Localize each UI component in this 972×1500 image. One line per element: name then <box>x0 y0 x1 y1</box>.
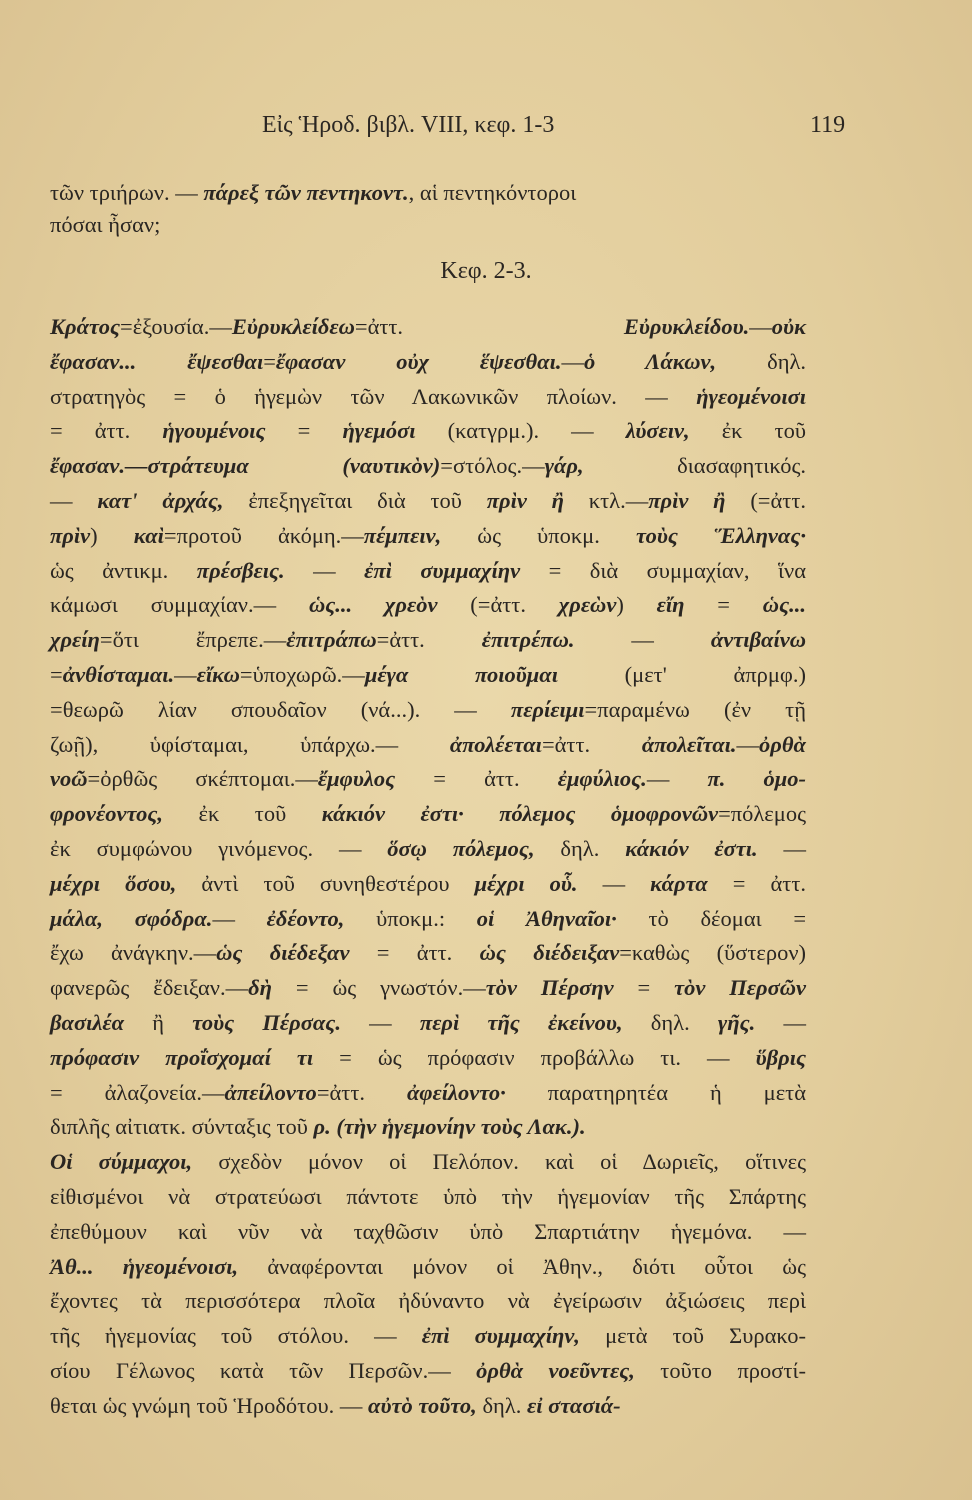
gloss-text: δηλ. <box>716 348 806 374</box>
gloss-text: = <box>50 662 63 687</box>
gloss-text: =ὀρθῶς σκέπτομαι.— <box>87 766 318 792</box>
lemma-text: εἰ στασιά- <box>526 1392 621 1418</box>
running-title: Εἰς Ἡροδ. βιβλ. VIII, κεφ. 1-3 <box>262 112 555 138</box>
lemma-text: δὴ <box>248 975 272 1001</box>
lemma-text: ἀπείλοντο <box>224 1079 317 1105</box>
gloss-text: ὡς ὑποκμ. <box>441 522 636 548</box>
lemma-text: ἐπὶ συμμαχίην, <box>421 1323 580 1349</box>
gloss-text: — <box>212 905 267 931</box>
text-line <box>50 1286 806 1316</box>
lemma-text: τοὺς Πέρσας. <box>192 1010 341 1035</box>
lemma-text: βασιλέα <box>50 1010 125 1035</box>
lemma-text: φρονέοντος, <box>50 801 164 827</box>
gloss-text: σχεδὸν μόνον οἱ Πελόπον. καὶ οἱ Δωριεῖς, οἵτινες <box>192 1149 807 1175</box>
lemma-text: χρεὼν <box>558 592 617 618</box>
lemma-text: πέμπειν, <box>363 522 442 548</box>
gloss-text: ἀντὶ τοῦ συνηθεστέρου <box>176 870 475 896</box>
text-line <box>50 1252 806 1282</box>
lemma-text: ὡς διέδειξαν <box>479 940 620 966</box>
gloss-text: εἰθισμένοι νὰ στρατεύωσι πάντοτε ὑπὸ τὴν ἡγεμονίαν τῆς Σπάρτης <box>50 1184 806 1209</box>
gloss-text: — <box>577 870 651 896</box>
text-line <box>50 486 806 516</box>
lemma-text: κάκιόν ἐστι· <box>321 801 464 827</box>
gloss-text: =πόλεμος <box>718 801 806 827</box>
gloss-text: ὑποκμ.: <box>344 905 477 931</box>
lemma-text: μέχρι οὗ. <box>474 870 578 896</box>
text-line <box>50 1182 806 1212</box>
gloss-text: ἢ <box>124 1010 193 1035</box>
text-line <box>50 695 806 725</box>
gloss-text: = ὡς γνωστόν.— <box>271 975 486 1001</box>
lemma-text: καὶ <box>133 522 164 548</box>
lemma-text: Εὐρυκλείδεω <box>231 314 355 339</box>
lemma-text: ὕβρις <box>755 1044 806 1070</box>
lemma-text: π. ὁμο- <box>707 766 807 792</box>
text-line <box>50 869 806 899</box>
gloss-text: = ἀλαζονεία.— <box>50 1079 225 1105</box>
gloss-text: = ἀττ. <box>707 870 806 896</box>
gloss-text: δηλ. <box>534 836 626 861</box>
lemma-text: κάκιόν ἐστι. <box>625 836 758 861</box>
gloss-text: =ἀττ. <box>541 731 642 757</box>
text-line <box>50 1008 806 1038</box>
lemma-text: μέχρι ὅσου, <box>50 870 177 896</box>
gloss-text: σίου Γέλωνος κατὰ τῶν Περσῶν.— <box>50 1358 477 1383</box>
gloss-text: ) <box>616 592 657 618</box>
lemma-text: οὐκ <box>771 314 806 339</box>
gloss-text: (=ἀττ. <box>437 592 559 618</box>
gloss-text: (κατγρμ.). — <box>415 418 626 444</box>
lemma-text: ὀρθὰ <box>759 731 806 757</box>
text-line <box>50 178 806 208</box>
text-line <box>50 347 806 377</box>
gloss-text: ἔχοντες τὰ περισσότερα πλοῖα ἠδύναντο νὰ ἐγείρωσιν ἀξιώσεις περὶ <box>50 1288 806 1314</box>
gloss-text: =ἐξουσία.— <box>120 314 232 339</box>
lemma-text: ἀπολεῖται. <box>641 731 737 757</box>
gloss-text: (=ἀττ. <box>725 488 806 513</box>
lemma-text: ὁ Λάκων, <box>584 348 717 374</box>
gloss-text: = <box>613 975 675 1001</box>
lemma-text: Οἱ σύμμαχοι, <box>50 1149 193 1175</box>
gloss-text: δηλ. <box>622 1010 718 1035</box>
lemma-text: νοῶ <box>50 766 88 792</box>
text-line <box>50 312 806 342</box>
gloss-text: — <box>749 314 772 339</box>
text-line <box>50 1078 806 1108</box>
lemma-text: αὐτὸ τοῦτο, <box>368 1392 477 1418</box>
gloss-text: μετὰ τοῦ Συρακο- <box>579 1323 806 1349</box>
gloss-text: (μετ' ἀπρμφ.) <box>558 662 806 687</box>
gloss-text: = <box>265 418 343 444</box>
gloss-text: =προτοῦ ἀκόμη.— <box>163 522 364 548</box>
gloss-text: — <box>340 1010 420 1035</box>
lemma-text: ὡς διέδεξαν <box>216 940 350 966</box>
lemma-text: ἔμφυλος <box>317 766 396 792</box>
gloss-text: = ἀττ. <box>395 766 558 792</box>
gloss-text: ἐκ συμφώνου γινόμενος. — <box>50 836 388 861</box>
lemma-text: ἔφασαν... <box>50 348 137 374</box>
lemma-text: ἡγεομένοισι <box>696 383 806 409</box>
lemma-text: πρόφασιν προΐσχομαί τι <box>50 1044 314 1070</box>
lemma-text: μάλα, σφόδρα. <box>50 905 213 931</box>
text-line <box>50 210 806 240</box>
text-line <box>50 556 806 586</box>
gloss-text: — <box>646 766 708 792</box>
gloss-text: =καθὼς (ὕστερον) <box>619 940 806 966</box>
text-line <box>50 834 806 864</box>
page-number: 119 <box>810 112 846 138</box>
lemma-text: τοὺς Ἕλληνας· <box>635 522 807 548</box>
gloss-text: διπλῆς αἰτιατκ. σύνταξις τοῦ <box>50 1114 314 1140</box>
gloss-text: — <box>50 488 98 513</box>
lemma-text: ρ. <box>313 1114 331 1140</box>
gloss-text: =ὑποχωρῶ.— <box>239 662 365 687</box>
gloss-text: ἐκ τοῦ <box>689 418 806 444</box>
gloss-text: — <box>755 1010 807 1035</box>
gloss-text: — <box>174 662 197 687</box>
gloss-text: — <box>736 731 760 757</box>
gloss-text: ἀναφέρονται μόνον οἱ Ἀθην., διότι οὗτοι ὡς <box>238 1253 807 1279</box>
gloss-text: ) <box>90 522 134 548</box>
gloss-text: ζωῇ), ὑφίσταμαι, ὑπάρχω.— <box>50 731 450 757</box>
lemma-text: ἡγεμόσι <box>342 418 416 444</box>
lemma-text: Εὐρυκλείδου. <box>623 314 750 339</box>
gloss-text: παρατηρητέα ἡ μετὰ <box>505 1079 807 1105</box>
gloss-text: = ὡς πρόφασιν προβάλλω τι. — <box>313 1044 756 1070</box>
lemma-text: κατ' ἀρχάς, <box>97 488 224 513</box>
lemma-text: οἱ Ἀθηναῖοι· <box>476 905 617 931</box>
text-line <box>50 1321 806 1351</box>
lemma-text: περίειμι <box>510 696 585 722</box>
gloss-text: ἐκ τοῦ <box>163 801 322 827</box>
text-line <box>50 938 806 968</box>
gloss-text: = <box>263 348 276 374</box>
lemma-text: πόλεμος ὁμοφρονῶν <box>499 801 719 827</box>
text-line <box>50 1147 806 1177</box>
text-line <box>50 730 806 760</box>
gloss-text: θεται ὡς γνώμη τοῦ Ἡροδότου. — <box>50 1392 368 1418</box>
gloss-text: =ὅτι ἔπρεπε.— <box>99 627 287 653</box>
gloss-text: = ἀττ. <box>349 940 480 966</box>
text-line <box>50 904 806 934</box>
lemma-text: ὡς... χρεὸν <box>308 592 438 618</box>
lemma-text: ἐπιτράπω <box>286 627 377 653</box>
gloss-text: δηλ. <box>476 1392 527 1418</box>
lemma-text: πρὶν ἢ <box>648 488 726 513</box>
gloss-text: τοῦτο προστί- <box>634 1358 806 1383</box>
lemma-text: μέγα ποιοῦμαι <box>364 662 558 687</box>
lemma-text: πρὶν <box>50 522 91 548</box>
gloss-text: ἔχω ἀνάγκην.— <box>50 940 217 966</box>
gloss-text <box>464 801 499 826</box>
gloss-text: κτλ.— <box>563 488 649 513</box>
gloss-text: διασαφητικός. <box>583 453 806 479</box>
lemma-text: τὸν Περσῶν <box>674 975 806 1001</box>
gloss-text: = ἀττ. <box>50 418 163 444</box>
gloss-text: =παραμένω (ἐν τῇ <box>584 696 806 722</box>
lemma-text: ὅσῳ <box>387 836 427 861</box>
lemma-text: πρὶν ἢ <box>486 488 564 513</box>
text-line <box>50 1391 806 1421</box>
text-line <box>50 590 806 620</box>
text-line <box>50 764 806 794</box>
lemma-text: ἀπολέεται <box>449 731 542 757</box>
text-line <box>50 1112 806 1142</box>
lemma-text: ἀνθίσταμαι. <box>62 662 175 687</box>
gloss-text: — <box>757 836 806 861</box>
gloss-text: = διὰ συμμαχίαν, ἵνα <box>520 557 806 583</box>
text-line <box>50 451 806 481</box>
lemma-text: τὸν Πέρσην <box>485 975 614 1001</box>
lemma-text: περὶ τῆς ἐκείνου, <box>419 1010 623 1035</box>
gloss-text: — <box>574 627 711 653</box>
text-line <box>50 416 806 446</box>
section-heading: Κεφ. 2-3. <box>440 258 532 284</box>
lemma-text: Κράτος <box>50 314 120 339</box>
lemma-text: ἀφείλοντο· <box>406 1079 506 1105</box>
text-line <box>50 1356 806 1386</box>
gloss-text: ἐπεξηγεῖται διὰ τοῦ <box>223 488 487 513</box>
lemma-text: ἔφασαν οὐχ ἕψεσθαι. <box>275 348 562 374</box>
gloss-text: =ἀττ. <box>376 627 482 653</box>
gloss-text: πόσαι ἦσαν; <box>50 212 161 237</box>
lemma-text: (τὴν ἡγεμονίην τοὺς Λακ.). <box>336 1114 586 1140</box>
lemma-text: ἐπιτρέπω. <box>481 627 575 653</box>
gloss-text: = <box>684 592 763 618</box>
gloss-text: κάμωσι συμμαχίαν.— <box>50 592 309 618</box>
gloss-text: τὸ δέομαι = <box>616 905 807 931</box>
gloss-text <box>136 349 187 374</box>
gloss-text: =θεωρῶ λίαν σπουδαῖον (νά...). — <box>50 696 511 722</box>
lemma-text: χρείη <box>50 627 100 653</box>
gloss-text: =ἀττ. <box>316 1079 407 1105</box>
lemma-text: ἀντιβαίνω <box>710 627 807 653</box>
text-line <box>50 973 806 1003</box>
lemma-text: κάρτα <box>650 870 708 896</box>
gloss-text: φανερῶς ἔδειξαν.— <box>50 975 249 1001</box>
gloss-text: — <box>561 348 584 374</box>
lemma-text: στράτευμα (ναυτικὸν) <box>147 453 441 479</box>
lemma-text: εἴη <box>656 592 685 618</box>
text-line <box>50 625 806 655</box>
gloss-text <box>427 836 453 861</box>
gloss-text: , αἱ πεντηκόντοροι <box>408 180 577 205</box>
lemma-text: γάρ, <box>544 453 584 479</box>
lemma-text: ἐδέοντο, <box>266 905 345 931</box>
lemma-text: πάρεξ τῶν πεντηκοντ. <box>203 180 409 205</box>
lemma-text: ὡς... <box>762 592 806 618</box>
lemma-text: ἡγουμένοις <box>162 418 266 444</box>
lemma-text: γῆς. <box>717 1010 756 1035</box>
gloss-text: =ἀττ. <box>354 314 624 339</box>
text-line <box>50 799 806 829</box>
lemma-text: πόλεμος, <box>452 836 535 861</box>
lemma-text: ἔψεσθαι <box>187 348 264 374</box>
gloss-text: τῶν τριήρων. — <box>50 180 204 205</box>
lemma-text: Ἀθ... ἡγεομένοισι, <box>50 1253 239 1279</box>
gloss-text: ὡς ἀντικμ. <box>50 557 197 583</box>
page-header <box>0 112 972 148</box>
gloss-text: =στόλος.— <box>440 453 545 479</box>
lemma-text: ἐπὶ συμμαχίην <box>364 557 521 583</box>
lemma-text: ἐμφύλιος. <box>557 766 647 792</box>
lemma-text: πρέσβεις. <box>196 557 285 583</box>
lemma-text: ἔφασαν.— <box>50 453 148 479</box>
text-line <box>50 1217 806 1247</box>
lemma-text: εἴκω <box>196 662 240 687</box>
lemma-text: λύσειν, <box>625 418 690 444</box>
lemma-text: ὀρθὰ νοεῦντες, <box>476 1358 635 1383</box>
text-line <box>50 1043 806 1073</box>
gloss-text: τῆς ἡγεμονίας τοῦ στόλου. — <box>50 1323 422 1349</box>
gloss-text: ἐπεθύμουν καὶ νῦν νὰ ταχθῶσιν ὑπὸ Σπαρτιάτην ἡγεμόνα. — <box>50 1218 806 1244</box>
gloss-text: στρατηγὸς = ὁ ἡγεμὼν τῶν Λακωνικῶν πλοίων. — <box>50 383 697 409</box>
text-line <box>50 382 806 412</box>
gloss-text: — <box>284 557 365 583</box>
text-line <box>50 660 806 690</box>
text-line <box>50 521 806 551</box>
